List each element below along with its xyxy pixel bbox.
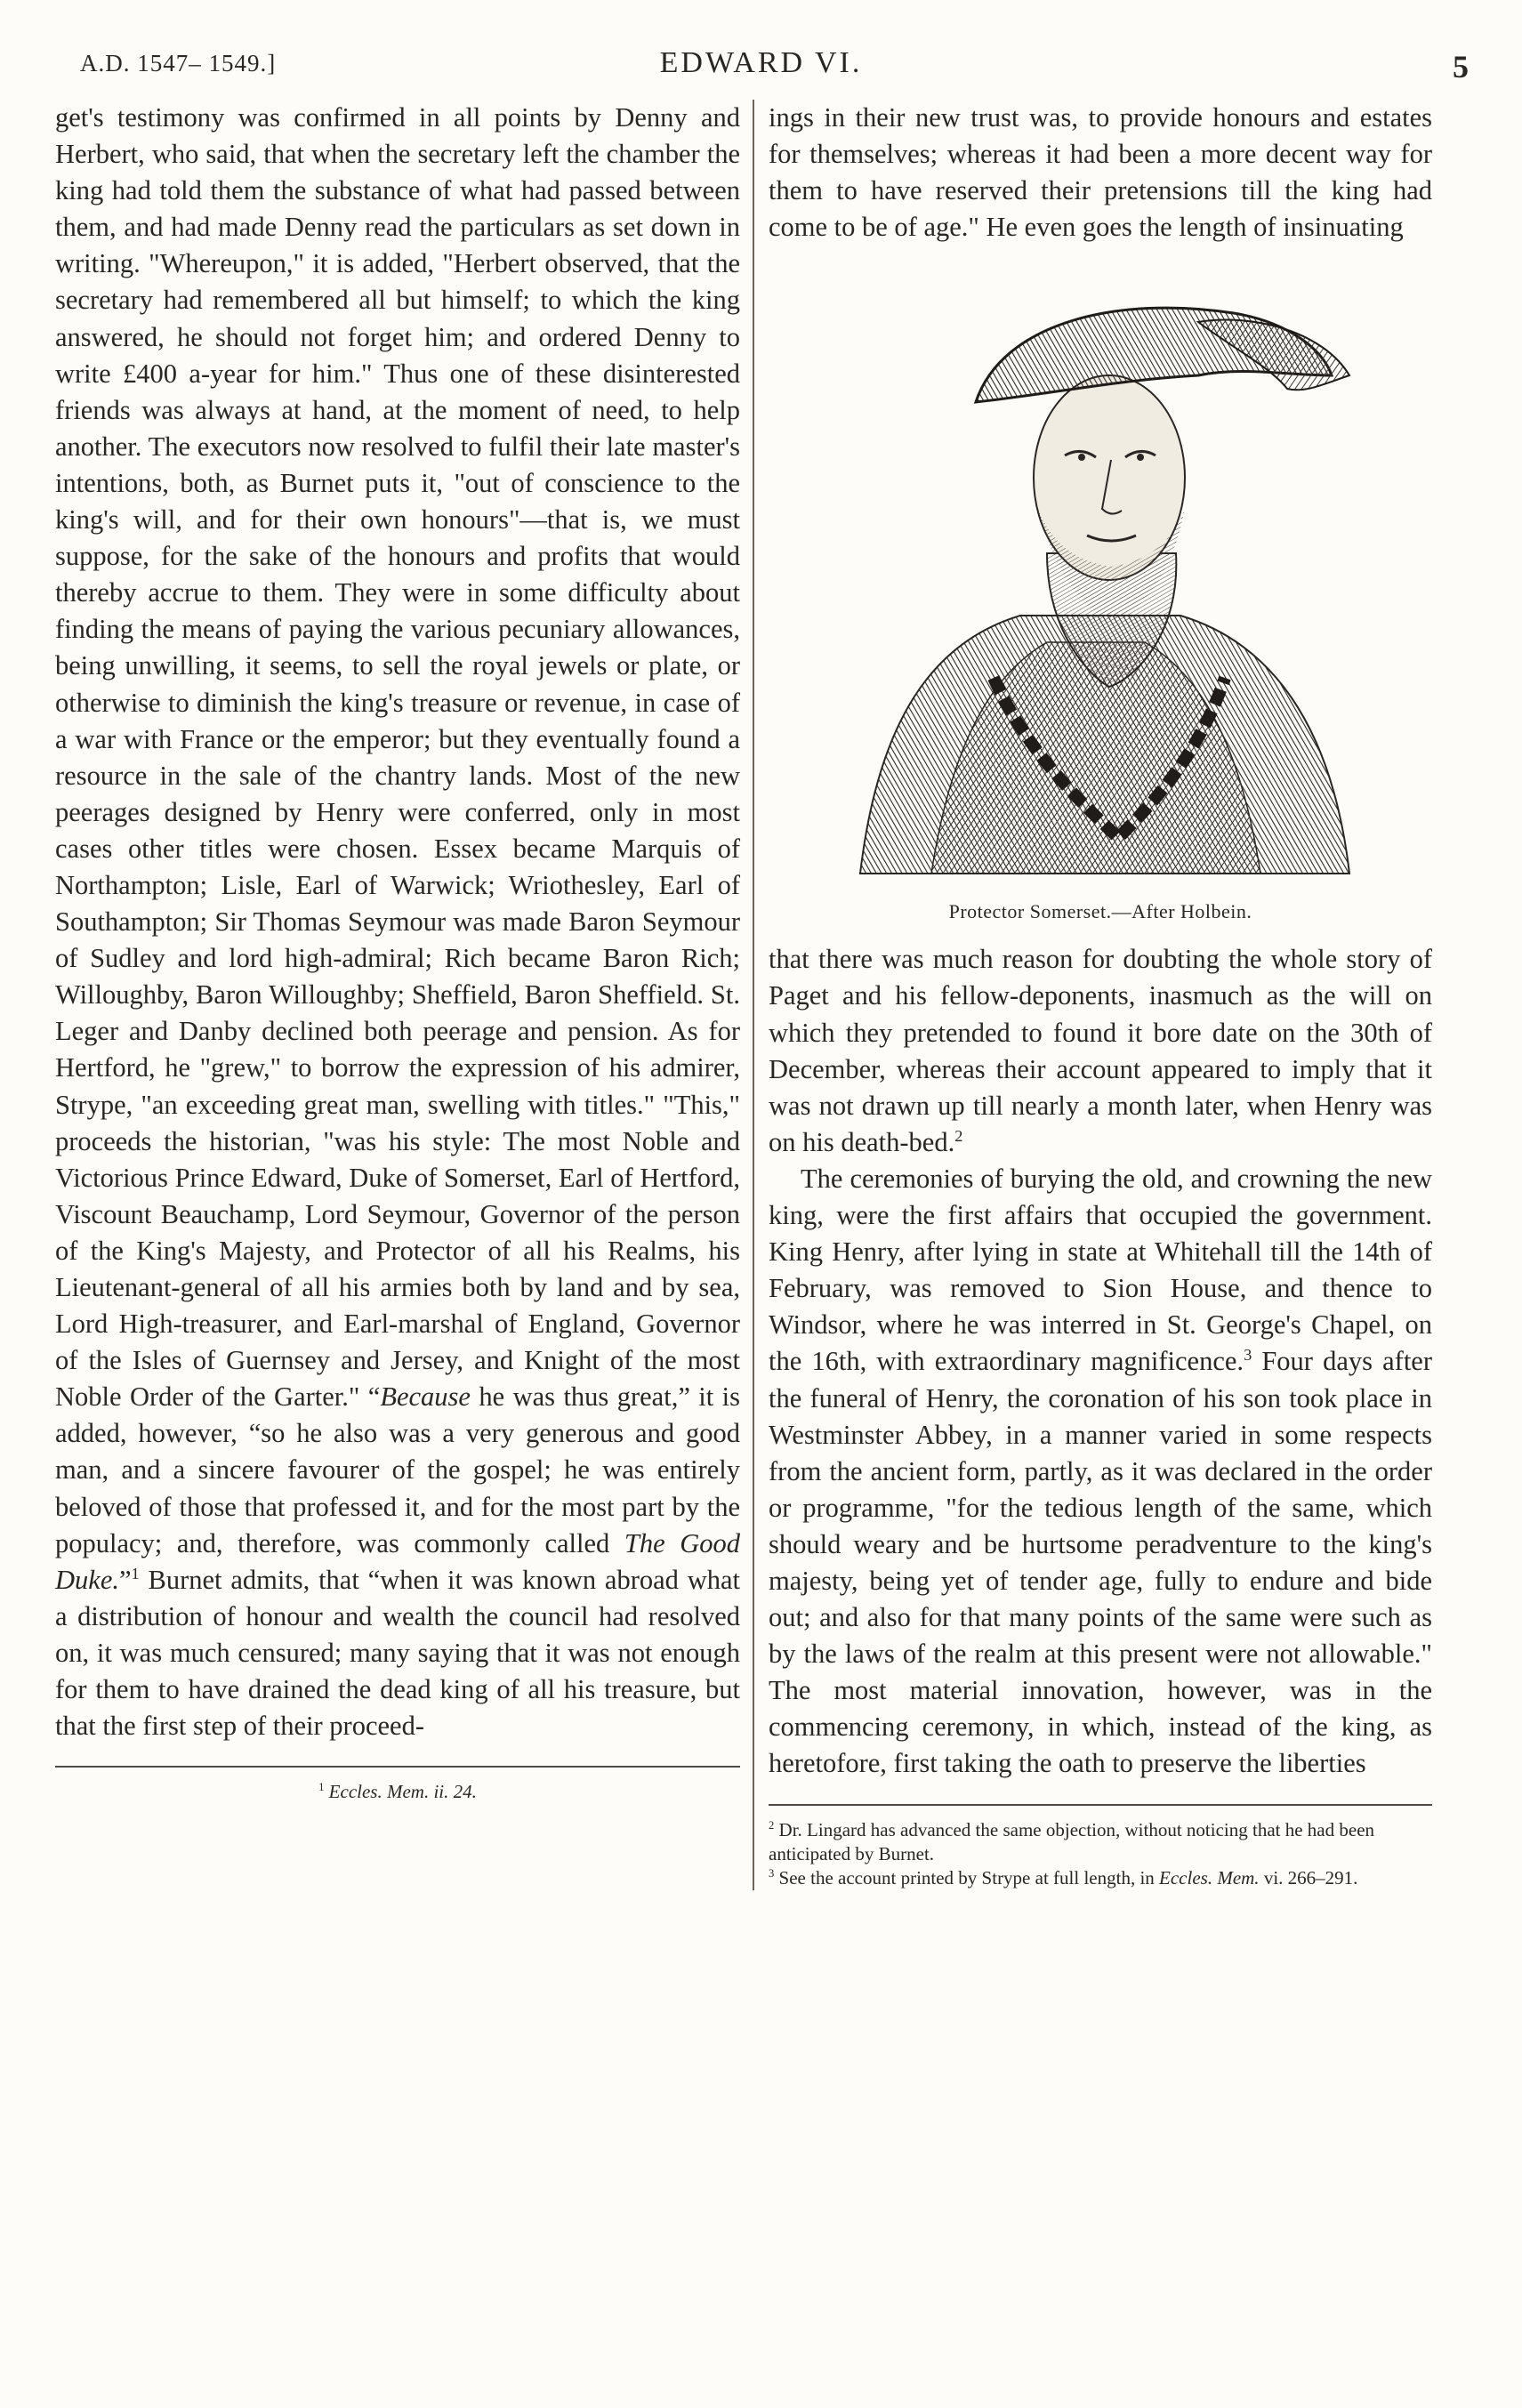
right-paragraph-2 xyxy=(769,1161,1432,1783)
left-after-footnote: Burnet admits, that “when it was known abroad what a distribution of honour and wealth the council had resolved on, it was much censured; many saying that it was not enough for them to have drained the dead king of all his treasure, but that the first step of their proceed- xyxy=(55,1564,740,1742)
footnote-2-text: Dr. Lingard has advanced the same objection, without noticing that he had been anticipated by Burnet. xyxy=(769,1818,1375,1864)
figure-caption: Protector Somerset.—After Holbein. xyxy=(948,900,1252,923)
footnote-1 xyxy=(55,1780,740,1804)
left-paragraph xyxy=(55,100,740,1744)
left-quote-continue: he was thus great,” it is added, however, “so he also was a very generous and good man, and a sincere favourer of the gospel; he was entirely beloved of those that professed it, and for the most part by the populacy; and, therefore, was commonly called xyxy=(55,1381,740,1558)
footnote-3-ref: Eccles. Mem. xyxy=(1159,1866,1260,1889)
quote-mark: ” xyxy=(118,1564,132,1595)
page-number: 5 xyxy=(1453,49,1469,85)
footnote-ref-3: 3 xyxy=(1244,1346,1252,1365)
running-header xyxy=(53,44,1469,89)
footnote-2 xyxy=(769,1818,1432,1866)
right-paragraph-1-text: that there was much reason for doubting the whole story of Paget and his fellow-deponents, inasmuch as the will on which they pretended to found it bore date on the 30th of December, whereas their account appeared to imply that it was not drawn up till nearly a month later, when Henry was on his death-bed. xyxy=(769,944,1432,1157)
quote-mark: “ xyxy=(367,1381,381,1413)
right-top-text: ings in their new trust was, to provide honours and estates for themselves; whereas it had been a more decent way for them to have reserved their pretensions till the king had come to be of age." He even goes the length of insinuating xyxy=(769,102,1432,243)
footnote-1-text: Eccles. Mem. ii. 24. xyxy=(328,1781,477,1803)
date-range: A.D. 1547– 1549.] xyxy=(80,50,277,77)
footnote-rule xyxy=(769,1804,1432,1806)
footnote-ref-2: 2 xyxy=(954,1126,963,1145)
chapter-title: EDWARD VI. xyxy=(659,46,863,79)
right-paragraph-2-text-a: The ceremonies of burying the old, and crowning the new king, were the first affairs that occupied the government. King Henry, after lying in state at Whitehall till the 14th of February, was removed to Sion House, and thence to Windsor, where he was interred in St. George's Chapel, on the 16th, with extraordinary magnificence. xyxy=(769,1163,1432,1377)
footnote-rule xyxy=(55,1766,740,1768)
because-italic: Because xyxy=(380,1381,471,1413)
footnote-3-text-b: vi. 266–291. xyxy=(1259,1866,1358,1889)
footnote-2-number: 2 xyxy=(769,1818,775,1832)
footnote-3-number: 3 xyxy=(769,1866,775,1880)
footnote-3 xyxy=(769,1866,1432,1890)
right-column xyxy=(753,100,1432,1890)
portrait-engraving xyxy=(825,260,1376,882)
footnote-3-text-a: See the account printed by Strype at full length, in xyxy=(778,1866,1160,1889)
left-column xyxy=(55,100,740,1804)
good-duke-italic: The Good Duke. xyxy=(55,1527,740,1595)
right-paragraph-2-text-b: Four days after the funeral of Henry, the coronation of his son took place in Westminster Abbey, in a manner varied in some respects from the ancient form, partly, as it was declared in the order or programme, "for the tedious length of the same, which should weary and be hurtsome peradventure to the king's majesty, being yet of tender age, fully to endure and bide out; and also for that many points of the same were such as by the laws of the realm at this present were not allowable." The most material innovation, however, was in the commencing ceremony, in which, instead of the king, as heretofore, first taking the oath to preserve the liberties xyxy=(769,1346,1432,1779)
left-paragraph-text: get's testimony was confirmed in all points by Denny and Herbert, who said, that when the secretary left the chamber the king had told them the substance of what had passed between them, and had made Denny read the particulars as set down in writing. "Whereupon," it is added, "Herbert observed, that the secretary had remembered all but himself; to which the king answered, he should not forget him; and ordered Denny to write £400 a-year for him." Thus one of these disinterested friends was always at hand, at the moment of need, to help another. The executors now resolved to fulfil their late master's intentions, both, as Burnet puts it, "out of conscience to the king's will, and for their own honours"—that is, we must suppose, for the sake of the honours and profits that would thereby accrue to them. They were in some difficulty about finding the means of paying the various pecuniary allowances, being unwilling, it seems, to sell the royal jewels or plate, or otherwise to diminish the king's treasure or revenue, in case of a war with France or the emperor; but they eventually found a resource in the sale of the chantry lands. Most of the new peerages designed by Henry were conferred, only in most cases other titles were chosen. Essex became Marquis of Northampton; Lisle, Earl of Warwick; Wriothesley, Earl of Southampton; Sir Thomas Seymour was made Baron Seymour of Sudley and lord high-admiral; Rich became Baron Rich; Willoughby, Baron Willoughby; Sheffield, Baron Sheffield. St. Leger and Danby declined both peerage and pension. As for Hertford, he "grew," to borrow the expression of his admirer, Strype, "an exceeding great man, swelling with titles." "This," proceeds the historian, "was his style: The most Noble and Victorious Prince Edward, Duke of Somerset, Earl of Hertford, Viscount Beauchamp, Lord Seymour, Governor of the person of the King's Majesty, and Protector of all his Realms, his Lieutenant-general of all his armies both by land and by sea, Lord High-treasurer, and Earl-marshal of England, Governor of the Isles of Guernsey and Jersey, and Knight of the most Noble Order of the Garter." xyxy=(55,102,740,1413)
portrait-figure xyxy=(769,260,1432,882)
right-paragraph-1 xyxy=(769,941,1432,1161)
footnote-ref-1: 1 xyxy=(131,1564,140,1583)
footnote-1-number: 1 xyxy=(318,1781,325,1794)
